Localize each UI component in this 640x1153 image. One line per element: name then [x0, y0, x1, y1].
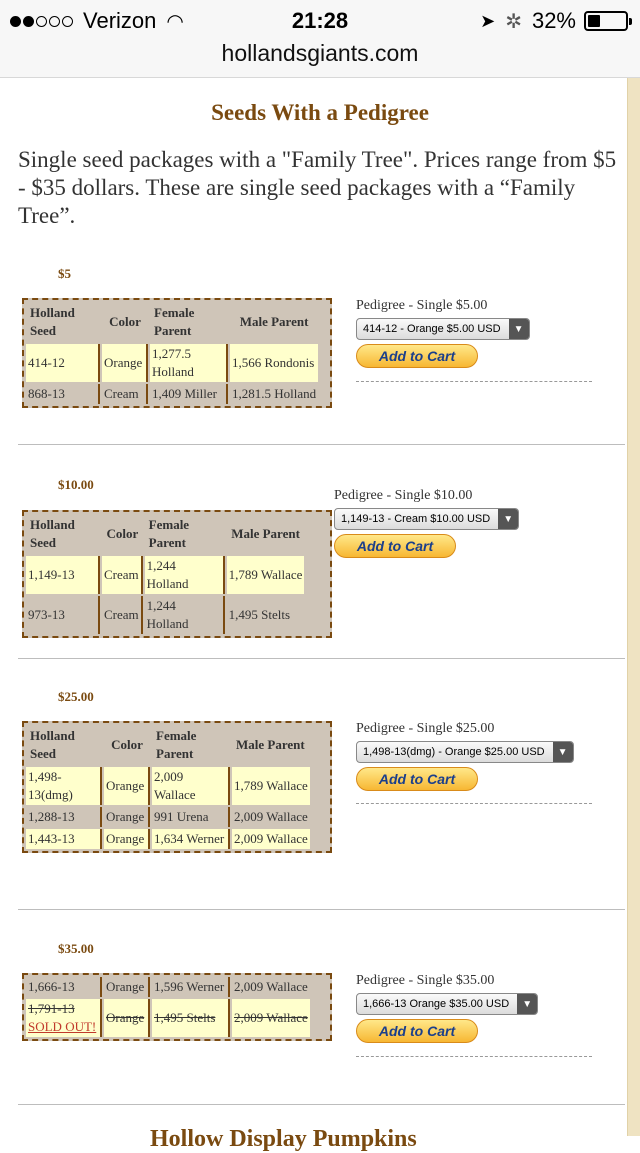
table-row [26, 767, 310, 805]
page-title: Seeds With a Pedigree [211, 100, 429, 125]
col-male-parent: Male Parent [239, 314, 309, 329]
seed-id-sold [26, 999, 102, 1037]
seed-table [22, 973, 332, 1041]
seed-color: Orange [104, 977, 150, 997]
female-parent: 1,277.5 Holland [150, 344, 228, 382]
male-parent: 2,009 Wallace [232, 807, 310, 827]
divider [356, 1056, 592, 1057]
section-divider [18, 444, 625, 445]
col-holland-seed: Holland Seed [30, 305, 75, 338]
battery-percent: 32% [531, 8, 576, 33]
section-price: $25.00 [58, 689, 94, 704]
next-section-heading: Hollow Display Pumpkins [150, 1126, 417, 1152]
seed-id: 1,288-13 [26, 807, 102, 827]
table-row [26, 556, 304, 594]
product-label: Pedigree - Single $5.00 [356, 298, 488, 313]
seed-color: Orange [104, 767, 150, 805]
seed-color: Orange [104, 807, 150, 827]
section-divider [18, 1104, 625, 1105]
table-row [26, 999, 310, 1037]
female-parent: 1,409 Miller [150, 384, 228, 404]
male-parent: 2,009 Wallace [232, 999, 310, 1037]
col-color: Color [111, 737, 143, 752]
table-row [26, 384, 318, 404]
table-row [26, 977, 310, 997]
female-parent: 1,244 Holland [145, 596, 225, 634]
section-price: $5 [58, 266, 71, 281]
seed-id: 1,443-13 [26, 829, 102, 849]
col-holland-seed: Holland Seed [30, 728, 75, 761]
wifi-icon: ◠ [166, 10, 184, 33]
col-male-parent: Male Parent [236, 737, 305, 752]
table-row [26, 344, 318, 382]
clock: 21:28 [291, 8, 349, 33]
male-parent: 1,789 Wallace [232, 767, 310, 805]
table-row [26, 596, 304, 634]
seed-select[interactable] [356, 318, 530, 340]
add-to-cart-button[interactable]: Add to Cart [356, 767, 478, 791]
divider [356, 381, 592, 382]
select-value: 1,498-13(dmg) - Orange $25.00 USD [363, 746, 545, 758]
select-value: 1,149-13 - Cream $10.00 USD [341, 513, 491, 525]
section-divider [18, 658, 625, 659]
buy-form [356, 973, 538, 1043]
section-price: $35.00 [58, 941, 94, 956]
seed-table [22, 298, 332, 408]
seed-color: Orange [104, 999, 150, 1037]
female-parent: 1,495 Stelts [152, 999, 230, 1037]
section-price: $10.00 [58, 477, 94, 492]
seed-id: 1,149-13 [26, 556, 100, 594]
male-parent: 1,281.5 Holland [230, 384, 318, 404]
url-bar[interactable]: hollandsgiants.com [221, 40, 419, 66]
status-bar [0, 0, 640, 40]
sold-out-link[interactable]: SOLD OUT! [28, 1019, 97, 1034]
col-female-parent: Female Parent [156, 728, 197, 761]
col-color: Color [109, 314, 141, 329]
chevron-down-icon: ▼ [553, 742, 573, 762]
seed-id: 1,666-13 [26, 977, 102, 997]
page-edge-decoration [627, 78, 640, 1136]
seed-color: Orange [104, 829, 150, 849]
seed-id: 973-13 [26, 596, 100, 634]
male-parent: 2,009 Wallace [232, 829, 310, 849]
seed-id: 1,791-13 [28, 1001, 75, 1016]
add-to-cart-button[interactable]: Add to Cart [334, 534, 456, 558]
col-color: Color [106, 526, 139, 541]
select-value: 1,666-13 Orange $35.00 USD [363, 998, 510, 1010]
col-holland-seed: Holland Seed [30, 517, 75, 550]
section-divider [18, 909, 625, 910]
male-parent: 1,495 Stelts [227, 596, 305, 634]
seed-select[interactable] [356, 993, 538, 1015]
female-parent: 1,244 Holland [145, 556, 225, 594]
male-parent: 1,566 Rondonis [230, 344, 318, 382]
table-row [26, 807, 310, 827]
seed-color: Cream [102, 384, 148, 404]
divider [356, 803, 592, 804]
product-label: Pedigree - Single $10.00 [334, 488, 473, 503]
add-to-cart-button[interactable]: Add to Cart [356, 344, 478, 368]
carrier-name: Verizon [83, 8, 157, 33]
seed-select[interactable] [356, 741, 574, 763]
battery-icon [584, 11, 628, 31]
seed-color: Cream [102, 596, 143, 634]
male-parent: 2,009 Wallace [232, 977, 310, 997]
chevron-down-icon: ▼ [509, 319, 529, 339]
seed-table [22, 510, 332, 638]
buy-form [356, 298, 530, 368]
select-value: 414-12 - Orange $5.00 USD [363, 323, 501, 335]
female-parent: 1,634 Werner [152, 829, 230, 849]
seed-id: 1,498-13(dmg) [26, 767, 102, 805]
seed-table [22, 721, 332, 853]
table-row [26, 829, 310, 849]
product-label: Pedigree - Single $35.00 [356, 973, 495, 988]
buy-form [334, 488, 519, 558]
seed-color: Cream [102, 556, 143, 594]
seed-color: Orange [102, 344, 148, 382]
female-parent: 991 Urena [152, 807, 230, 827]
intro-text: Single seed packages with a "Family Tree". Prices range from $5 - $35 dollars. These are single seed packages with a “Family Tree”. [18, 147, 617, 228]
location-arrow-icon: ➤ [480, 10, 496, 31]
browser-chrome [0, 0, 640, 78]
bluetooth-icon: ✲ [505, 10, 522, 33]
female-parent: 2,009 Wallace [152, 767, 230, 805]
chevron-down-icon: ▼ [517, 994, 537, 1014]
seed-id: 414-12 [26, 344, 100, 382]
female-parent: 1,596 Werner [152, 977, 230, 997]
col-male-parent: Male Parent [231, 526, 300, 541]
seed-id: 868-13 [26, 384, 100, 404]
col-female-parent: Female Parent [148, 517, 190, 550]
chevron-down-icon: ▼ [498, 509, 518, 529]
col-female-parent: Female Parent [154, 305, 195, 338]
seed-select[interactable] [334, 508, 519, 530]
buy-form [356, 721, 574, 791]
male-parent: 1,789 Wallace [227, 556, 305, 594]
add-to-cart-button[interactable]: Add to Cart [356, 1019, 478, 1043]
product-label: Pedigree - Single $25.00 [356, 721, 495, 736]
